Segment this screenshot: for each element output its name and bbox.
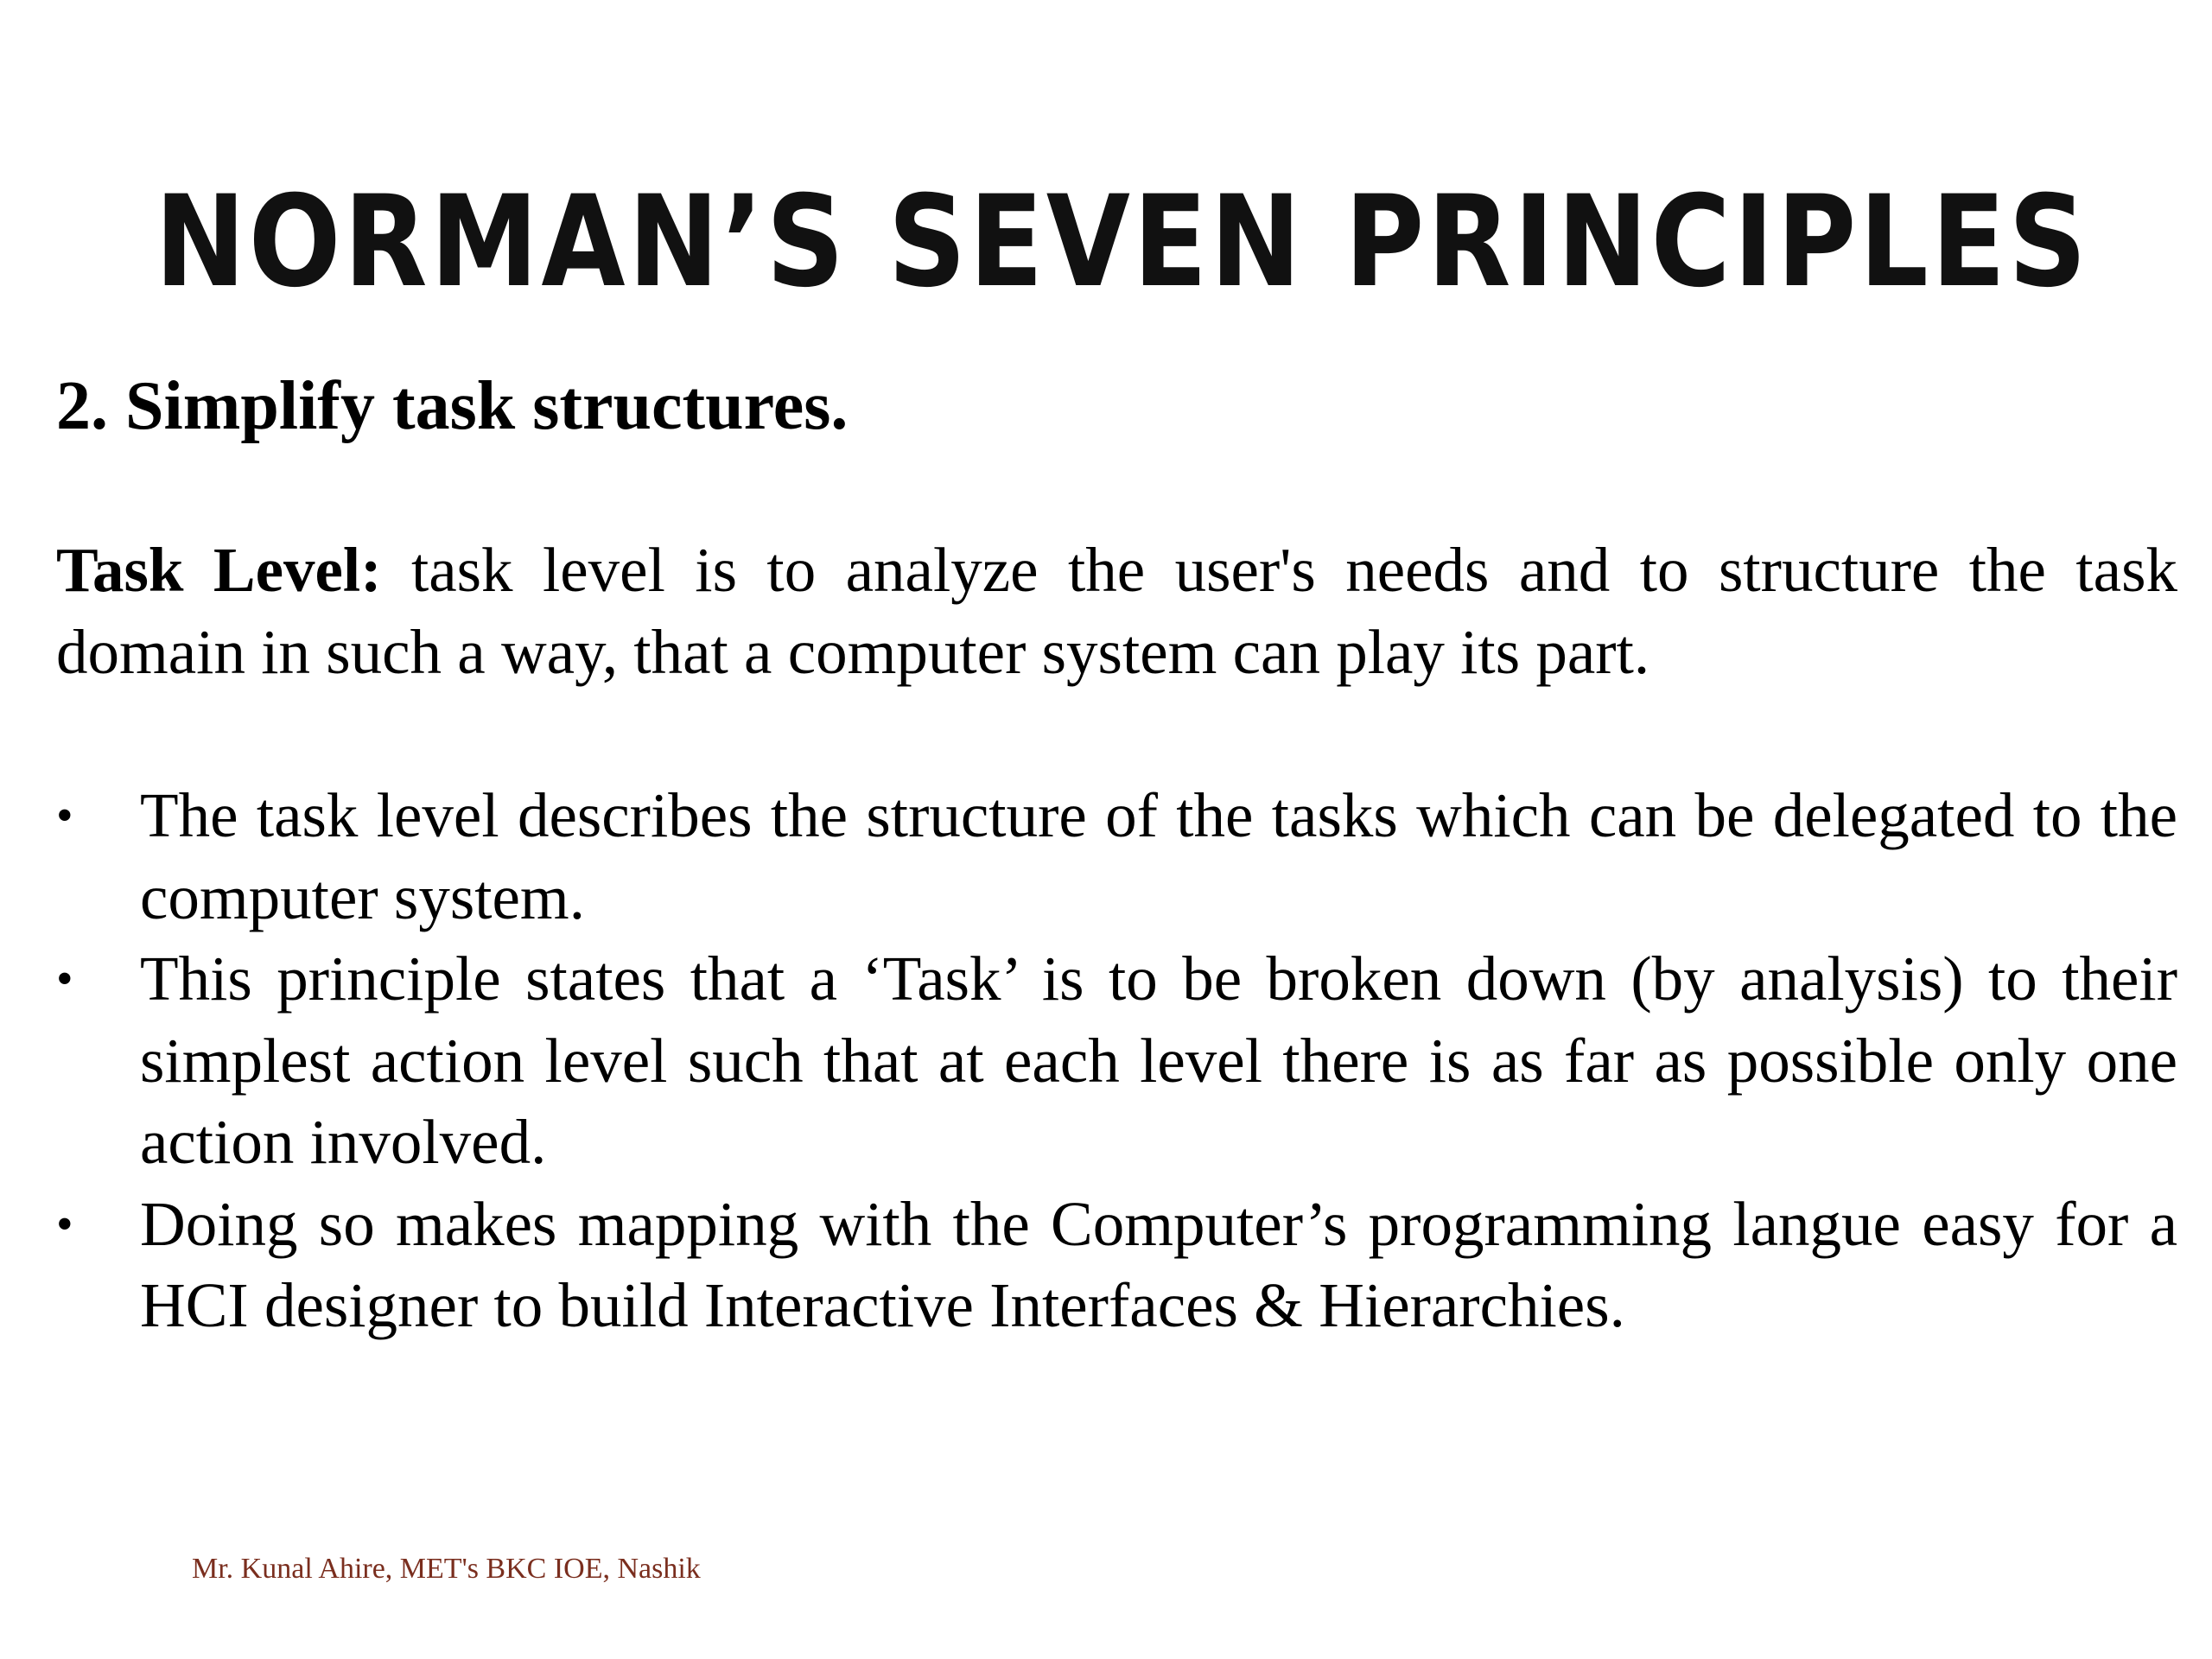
task-level-label: Task Level: xyxy=(56,535,382,605)
slide-subtitle: 2. Simplify task structures. xyxy=(56,368,849,444)
bullet-text: This principle states that a ‘Task’ is to be broken down (by analysis) to their simplest action level such that at each level there is as far as possible only one action involved. xyxy=(140,944,2177,1177)
bullet-text: The task level describes the structure of the tasks which can be delegated to the computer system. xyxy=(140,780,2177,932)
task-level-text: task level is to analyze the user's needs and to structure the task domain in such a way, that a computer system can play its part. xyxy=(56,535,2177,687)
task-level-paragraph xyxy=(56,529,2177,693)
slide-footer: Mr. Kunal Ahire, MET's BKC IOE, Nashik xyxy=(192,1553,701,1585)
bullet-list xyxy=(56,775,2177,1347)
slide-title: NORMAN’S SEVEN PRINCIPLES xyxy=(155,168,2090,315)
bullet-item xyxy=(56,775,2177,938)
bullet-marker: • xyxy=(56,1197,73,1251)
bullet-item xyxy=(56,1184,2177,1347)
bullet-marker: • xyxy=(56,789,73,842)
bullet-item xyxy=(56,938,2177,1184)
bullet-marker: • xyxy=(56,952,73,1006)
bullet-text: Doing so makes mapping with the Computer’s programming langue easy for a HCI designer to build Interactive Interfaces & Hierarchies. xyxy=(140,1188,2177,1340)
